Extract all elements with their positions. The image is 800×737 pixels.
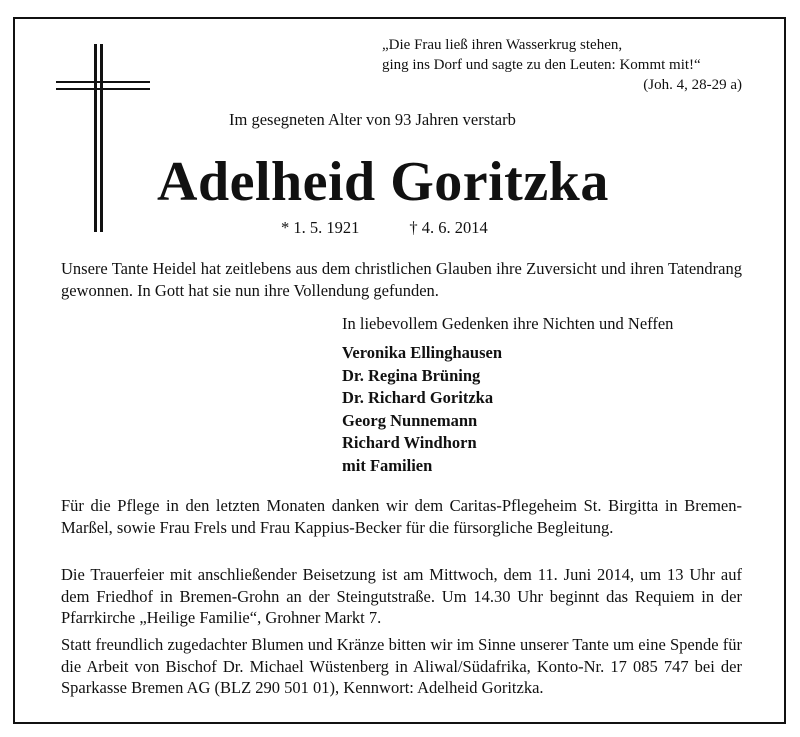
mourners-list bbox=[342, 342, 502, 477]
mourner-name: Veronika Ellinghausen bbox=[342, 343, 503, 362]
deceased-name: Adelheid Goritzka bbox=[157, 151, 609, 213]
mourner-name: Georg Nunnemann bbox=[342, 410, 478, 430]
thanks-paragraph: Für die Pflege in den letzten Monaten danken wir dem Caritas-Pflegeheim St. Birgitta in Bremen-Marßel, sowie Frau Frels und Frau Kappius-Becker für die fürsorgliche Begleitung. bbox=[61, 496, 742, 537]
cross-icon bbox=[56, 44, 150, 232]
life-dates bbox=[281, 218, 488, 238]
quote-line: ging ins Dorf und sagte zu den Leuten: Kommt mit!“ bbox=[382, 57, 701, 73]
intro-line: Im gesegneten Alter von 93 Jahren verstarb bbox=[229, 110, 516, 129]
memory-line: In liebevollem Gedenken ihre Nichten und Neffen bbox=[342, 314, 674, 333]
tribute-paragraph: Unsere Tante Heidel hat zeitlebens aus dem christlichen Glauben ihre Zuversicht und ihren Tatendrang gewonnen. In Gott hat sie nun ihre Vollendung gefunden. bbox=[61, 259, 742, 300]
funeral-paragraph: Die Trauerfeier mit anschließender Beisetzung ist am Mittwoch, dem 11. Juni 2014, um 13 Uhr auf dem Friedhof in Bremen-Grohn an der Steingutstraße. Um 14.30 Uhr beginnt das Requiem in der Pfarrkirche „Heilige Familie“, Grohner Markt 7. bbox=[61, 565, 742, 627]
donation-paragraph: Statt freundlich zugedachter Blumen und Kränze bitten wir im Sinne unserer Tante um eine Spende für die Arbeit von Bischof Dr. Michael Wüstenberg in Aliwal/Südafrika, Konto-Nr. 17 085 747 bei der Sparkasse Bremen AG (BLZ 290 501 01), Kennwort: Adelheid Goritzka. bbox=[61, 635, 742, 697]
death-date: † 4. 6. 2014 bbox=[409, 218, 488, 237]
bible-quote bbox=[382, 35, 742, 95]
mourner-name: mit Familien bbox=[342, 455, 433, 475]
quote-source: (Joh. 4, 28-29 a) bbox=[643, 77, 742, 93]
mourner-name: Richard Windhorn bbox=[342, 433, 477, 452]
quote-line: „Die Frau ließ ihren Wasserkrug stehen, bbox=[382, 37, 623, 53]
birth-date: * 1. 5. 1921 bbox=[281, 218, 360, 237]
mourner-name: Dr. Regina Brüning bbox=[342, 365, 481, 385]
mourner-name: Dr. Richard Goritzka bbox=[342, 388, 494, 407]
